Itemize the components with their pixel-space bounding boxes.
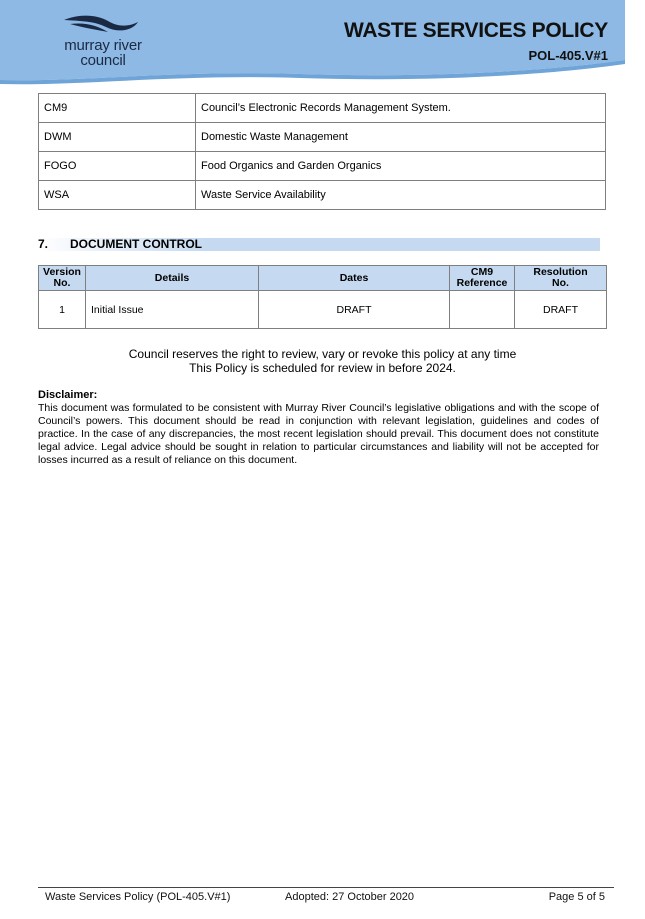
cell-cm9 <box>450 291 515 329</box>
abbr-meaning: Domestic Waste Management <box>196 123 606 152</box>
council-name <box>48 38 158 68</box>
cell-version: 1 <box>39 291 86 329</box>
header-details: Details <box>86 266 259 291</box>
abbr-code: DWM <box>39 123 196 152</box>
disclaimer-body: This document was formulated to be consistent with Murray River Council’s legislative obligations and with the scope of Council’s powers. This document should be read in conjunction with relevant legislation, guidelines and codes of practice. In the case of any discrepancies, the most recent legislation should prevail. This document does not constitute legal advice. Legal advice should be sought in relation to particular circumstances and liability will not be accepted for losses incurred as a result of reliance on this document. <box>38 402 599 466</box>
disclaimer-heading: Disclaimer: <box>38 389 98 401</box>
abbr-meaning: Food Organics and Garden Organics <box>196 152 606 181</box>
header-version-line2: No. <box>53 277 71 289</box>
header-cm9-line2: Reference <box>456 277 508 289</box>
section-number: 7. <box>38 237 49 251</box>
header-resolution <box>515 266 607 291</box>
table-row <box>39 181 606 210</box>
header-resolution-line1: Resolution <box>533 266 588 278</box>
council-name-line1: murray river <box>64 37 142 54</box>
header-version <box>39 266 86 291</box>
abbr-meaning: Waste Service Availability <box>196 181 606 210</box>
abbr-meaning: Council’s Electronic Records Management System. <box>196 94 606 123</box>
review-line1: Council reserves the right to review, vary or revoke this policy at any time <box>128 347 517 361</box>
footer-policy-name: Waste Services Policy (POL-405.V#1) <box>45 891 231 903</box>
header-cm9 <box>450 266 515 291</box>
review-statement <box>38 347 607 375</box>
cell-dates: DRAFT <box>259 291 450 329</box>
document-control-table <box>38 265 607 329</box>
footer-page-number: Page 5 of 5 <box>548 891 605 903</box>
header-cm9-line1: CM9 <box>470 266 494 278</box>
cell-resolution: DRAFT <box>515 291 607 329</box>
policy-code: POL-405.V#1 <box>528 48 608 63</box>
footer-adopted-date: Adopted: 27 October 2020 <box>285 891 415 903</box>
cell-details: Initial Issue <box>86 291 259 329</box>
abbr-code: FOGO <box>39 152 196 181</box>
header-resolution-line2: No. <box>552 277 569 289</box>
council-logo <box>48 12 158 74</box>
header-version-line1: Version <box>43 266 81 278</box>
table-row <box>39 291 607 329</box>
footer-divider <box>38 887 614 888</box>
table-row <box>39 123 606 152</box>
policy-title: WASTE SERVICES POLICY <box>343 19 608 42</box>
review-line2: This Policy is scheduled for review in before 2024. <box>189 361 456 375</box>
table-header-row <box>39 266 607 291</box>
table-row <box>39 94 606 123</box>
abbr-code: CM9 <box>39 94 196 123</box>
section-title: DOCUMENT CONTROL <box>70 237 202 251</box>
council-name-line2: council <box>80 52 126 69</box>
header-dates: Dates <box>259 266 450 291</box>
table-row <box>39 152 606 181</box>
abbreviations-table <box>38 93 606 210</box>
abbr-code: WSA <box>39 181 196 210</box>
